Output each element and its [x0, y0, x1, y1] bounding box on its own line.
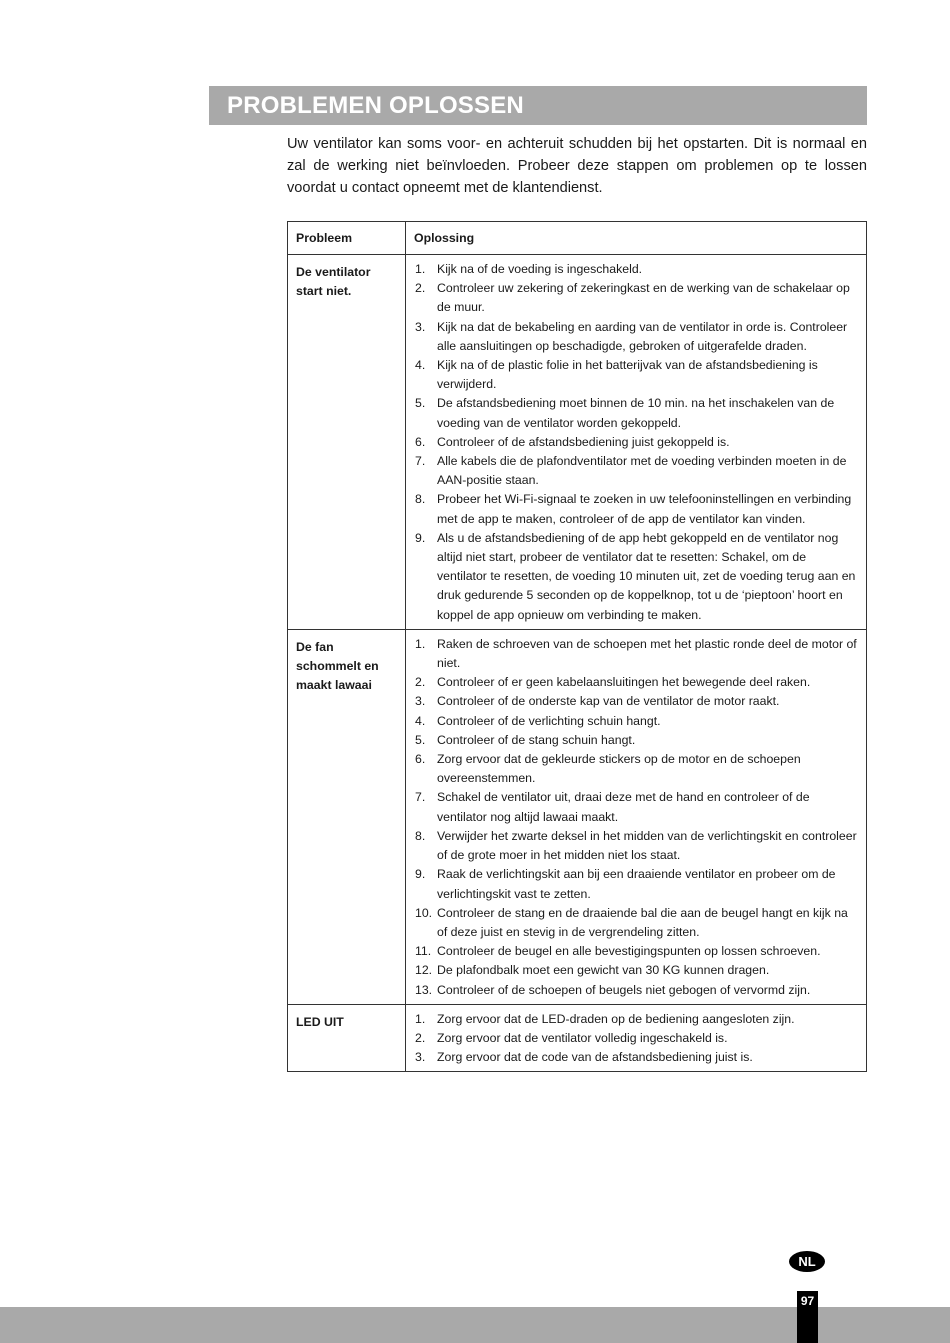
- list-item: [415, 356, 858, 394]
- step-text: Kijk na dat de bekabeling en aarding van de ventilator in orde is. Controleer alle aansluitingen op beschadigde, gebroken of uitgerafelde draden.: [437, 319, 848, 353]
- table-row: [288, 1004, 867, 1072]
- table-body: [288, 255, 867, 1072]
- step-number: 11.: [415, 944, 432, 959]
- table-row: [288, 629, 867, 1004]
- solution-steps-list: [415, 260, 858, 625]
- step-number: 8.: [415, 492, 426, 507]
- list-item: [415, 279, 858, 317]
- list-item: [415, 260, 858, 279]
- step-number: 7.: [415, 790, 426, 805]
- solution-steps-list: [415, 1010, 858, 1068]
- list-item: [415, 1048, 858, 1067]
- step-number: 2.: [415, 675, 426, 690]
- list-item: [415, 635, 858, 673]
- step-number: 1.: [415, 1011, 426, 1026]
- list-item: [415, 712, 858, 731]
- list-item: [415, 490, 858, 528]
- step-text: Als u de afstandsbediening of de app hebt gekoppeld en de ventilator nog altijd niet start, probeer de ventilator dat te resetten: Schakel, om de ventilator te resetten, de voeding 10 minuten uit, zet de voeding terug aan en druk gedurende 5 seconden op de koppelknop, tot u de ‘pieptoon’ hoort en koppel de app opnieuw om verbinding te maken.: [437, 530, 856, 622]
- step-text: Controleer of de onderste kap van de ventilator de motor raakt.: [437, 694, 780, 709]
- intro-paragraph: Uw ventilator kan soms voor- en achteruit schudden bij het opstarten. Dit is normaal en zal de werking niet beïnvloeden. Probeer deze stappen om problemen op te lossen voordat u contact opneemt met de klantendienst.: [287, 136, 867, 196]
- list-item: [415, 750, 858, 788]
- list-item: [415, 942, 858, 961]
- step-number: 13.: [415, 982, 433, 997]
- list-item: [415, 529, 858, 625]
- step-number: 9.: [415, 867, 426, 882]
- troubleshooting-table: [287, 221, 867, 1072]
- step-text: Raak de verlichtingskit aan bij een draaiende ventilator en probeer om de verlichtingskit vast te zetten.: [437, 867, 836, 901]
- section-title-bar: [209, 86, 867, 125]
- list-item: [415, 318, 858, 356]
- step-text: Raken de schroeven van de schoepen met het plastic ronde deel de motor of niet.: [437, 636, 857, 671]
- step-text: De plafondbalk moet een gewicht van 30 KG kunnen dragen.: [437, 963, 770, 978]
- list-item: [415, 827, 858, 865]
- step-text: Schakel de ventilator uit, draai deze met de hand en controleer of de ventilator nog altijd lawaai maakt.: [437, 790, 810, 824]
- step-text: Alle kabels die de plafondventilator met de voeding verbinden moeten in de AAN-positie staan.: [437, 454, 847, 488]
- solution-cell: [406, 1004, 867, 1072]
- column-header-problem: Probleem: [288, 222, 406, 255]
- list-item: [415, 433, 858, 452]
- step-text: Zorg ervoor dat de LED-draden op de bediening aangesloten zijn.: [437, 1011, 795, 1026]
- page-number: 97: [797, 1291, 818, 1343]
- step-text: Zorg ervoor dat de code van de afstandsbediening juist is.: [437, 1050, 753, 1065]
- table-header-row: [288, 222, 867, 255]
- step-text: Zorg ervoor dat de gekleurde stickers op de motor en de schoepen overeenstemmen.: [437, 752, 801, 786]
- step-number: 5.: [415, 396, 426, 411]
- step-number: 3.: [415, 694, 426, 709]
- list-item: [415, 865, 858, 903]
- step-text: Controleer of er geen kabelaansluitingen het bewegende deel raken.: [437, 675, 811, 690]
- step-text: Probeer het Wi-Fi-signaal te zoeken in uw telefooninstellingen en verbinding met de app te maken, controleer of de app de ventilator kan vinden.: [437, 492, 852, 526]
- step-number: 10.: [415, 905, 433, 920]
- problem-cell: De fan schommelt en maakt lawaai: [288, 629, 406, 1004]
- step-number: 8.: [415, 828, 426, 843]
- list-item: [415, 1029, 858, 1048]
- step-text: Controleer de stang en de draaiende bal die aan de beugel hangt en kijk na of deze juist en stevig in de vergrendeling zitten.: [437, 905, 848, 939]
- step-text: Kijk na of de voeding is ingeschakeld.: [437, 262, 643, 276]
- list-item: [415, 452, 858, 490]
- page-title: PROBLEMEN OPLOSSEN: [227, 92, 524, 119]
- step-number: 6.: [415, 752, 426, 767]
- solution-cell: [406, 629, 867, 1004]
- step-number: 3.: [415, 319, 426, 334]
- list-item: [415, 788, 858, 826]
- table-row: [288, 255, 867, 630]
- list-item: [415, 673, 858, 692]
- step-number: 3.: [415, 1050, 426, 1065]
- step-text: Controleer of de verlichting schuin hangt.: [437, 713, 661, 728]
- solution-cell: [406, 255, 867, 630]
- problem-cell: De ventilator start niet.: [288, 255, 406, 630]
- step-number: 2.: [415, 281, 426, 296]
- step-text: Controleer of de stang schuin hangt.: [437, 732, 636, 747]
- list-item: [415, 731, 858, 750]
- step-text: Controleer de beugel en alle bevestigingspunten op lossen schroeven.: [437, 944, 821, 959]
- problem-cell: LED UIT: [288, 1004, 406, 1072]
- step-number: 2.: [415, 1030, 426, 1045]
- step-number: 1.: [415, 636, 426, 651]
- list-item: [415, 904, 858, 942]
- list-item: [415, 981, 858, 1000]
- step-number: 7.: [415, 454, 426, 469]
- step-number: 6.: [415, 434, 426, 449]
- list-item: [415, 394, 858, 432]
- step-text: De afstandsbediening moet binnen de 10 min. na het inschakelen van de voeding van de ventilator worden gekoppeld.: [437, 396, 835, 430]
- list-item: [415, 692, 858, 711]
- step-text: Kijk na of de plastic folie in het batterijvak van de afstandsbediening is verwijderd.: [437, 358, 818, 392]
- step-text: Controleer of de schoepen of beugels niet gebogen of vervormd zijn.: [437, 982, 811, 997]
- step-text: Zorg ervoor dat de ventilator volledig ingeschakeld is.: [437, 1030, 728, 1045]
- column-header-solution: Oplossing: [406, 222, 867, 255]
- step-number: 1.: [415, 262, 426, 276]
- step-text: Controleer uw zekering of zekeringkast en de werking van de schakelaar op de muur.: [437, 281, 850, 315]
- list-item: [415, 961, 858, 980]
- language-badge: NL: [789, 1251, 825, 1272]
- step-number: 9.: [415, 530, 426, 545]
- step-text: Controleer of de afstandsbediening juist gekoppeld is.: [437, 434, 730, 449]
- step-text: Verwijder het zwarte deksel in het midden van de verlichtingskit en controleer of de grote moer in het midden niet los staat.: [437, 828, 857, 863]
- step-number: 4.: [415, 713, 426, 728]
- step-number: 4.: [415, 358, 426, 373]
- solution-steps-list: [415, 635, 858, 1000]
- list-item: [415, 1010, 858, 1029]
- step-number: 12.: [415, 963, 433, 978]
- step-number: 5.: [415, 732, 426, 747]
